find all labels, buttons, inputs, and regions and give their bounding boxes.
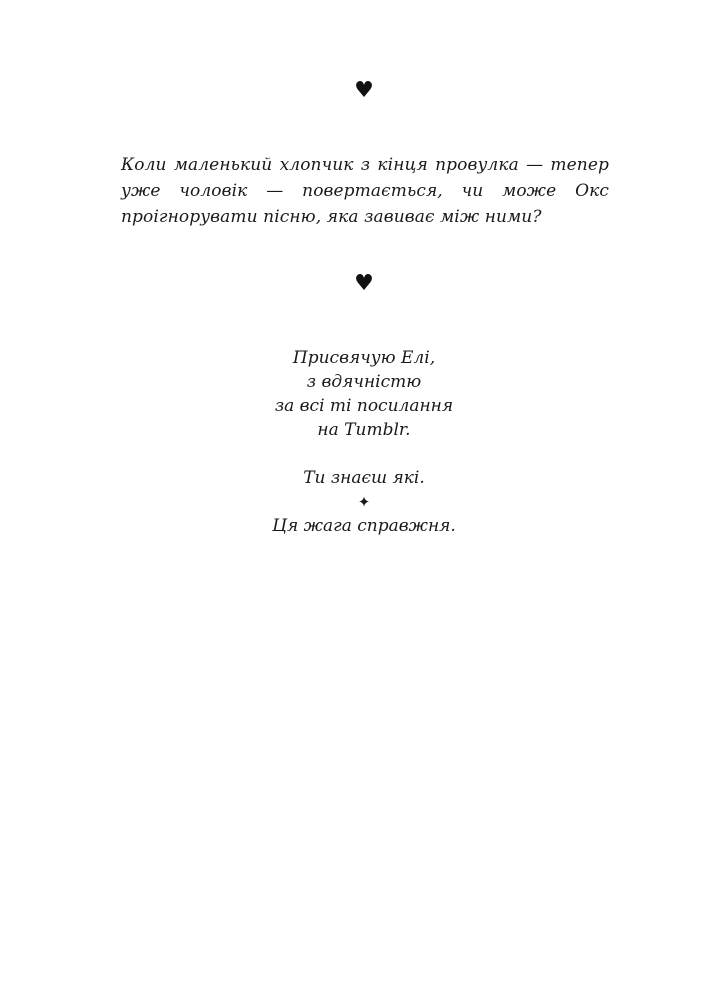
dedication-note: Ти знаєш які. [303, 468, 425, 488]
dedication-closing: Ця жага справжня. [272, 516, 456, 536]
dedication [0, 346, 728, 538]
heart-ornament-middle: ♥ [354, 271, 374, 296]
dedication-line-4: на Tumblr. [317, 420, 411, 440]
dedication-line-2: з вдячністю [306, 372, 422, 392]
star-separator-icon: ✦ [357, 493, 371, 511]
dedication-spacer [0, 442, 728, 466]
book-blurb: Коли маленький хлопчик з кінця провулка — тепер уже чоловік — повертається, чи може Окс проігнорувати пісню, яка завиває між ними? [121, 155, 609, 227]
dedication-line-3: за всі ті посилання [274, 396, 454, 416]
heart-ornament-top: ♥ [354, 78, 374, 103]
dedication-line-1: Присвячую Елі, [292, 348, 436, 368]
